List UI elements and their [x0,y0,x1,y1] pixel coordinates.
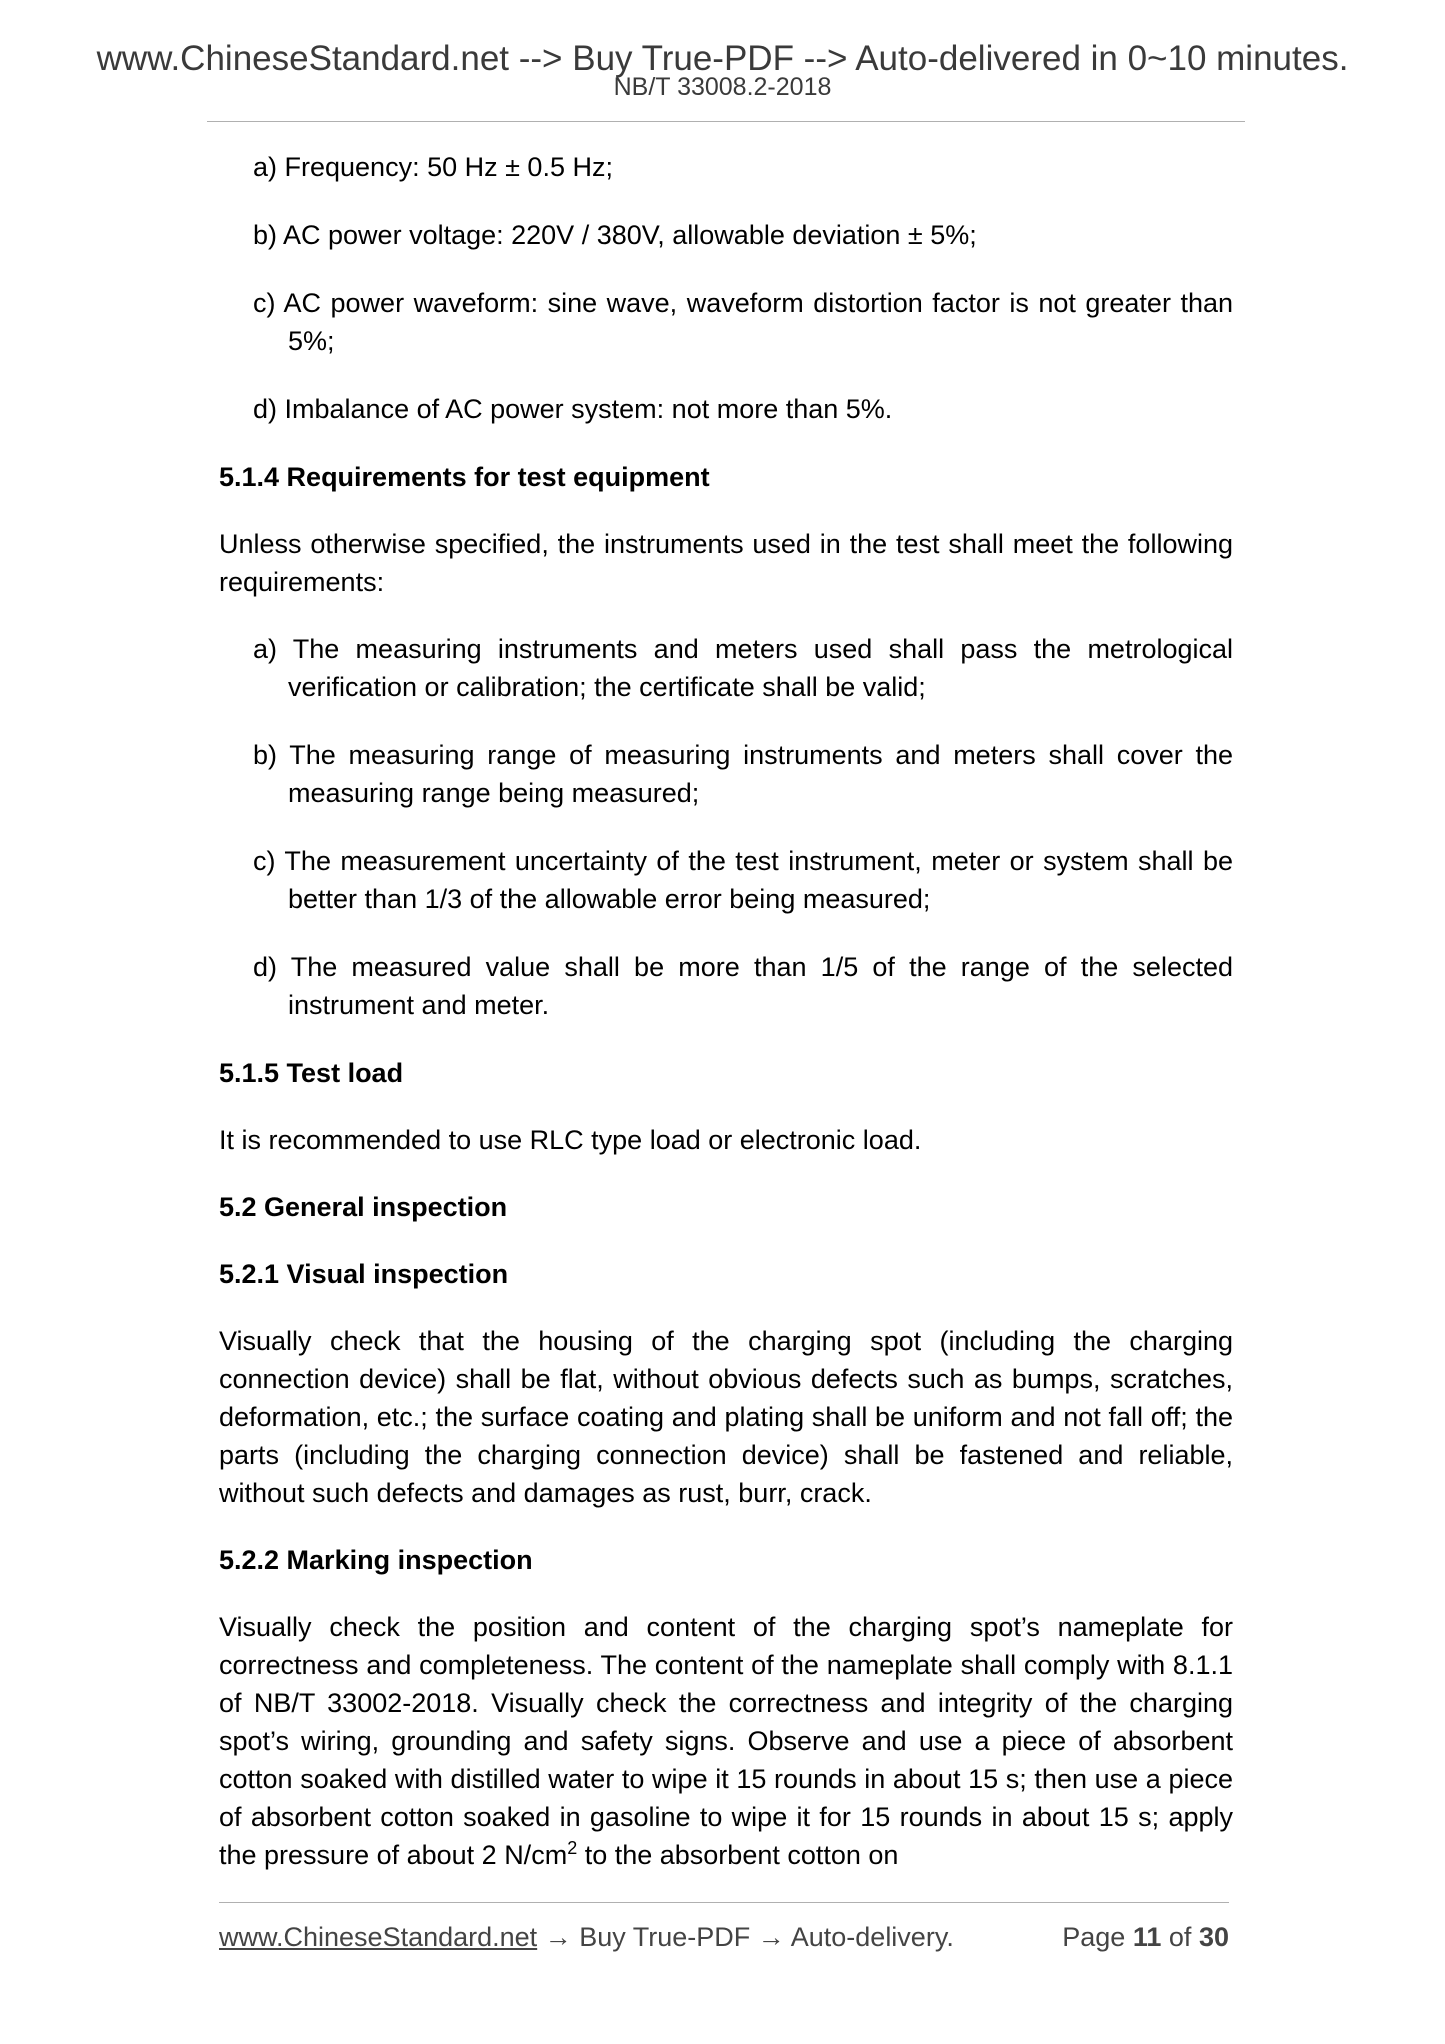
page-indicator [1062,1920,1229,1954]
page-footer [219,1920,1229,1954]
header-banner: www.ChineseStandard.net --> Buy True-PDF --> Auto-delivered in 0~10 minutes. [96,39,1349,78]
list-item: c) The measurement uncertainty of the test instrument, meter or system shall be better than 1/3 of the allowable error being measured; [253,846,1233,914]
document-code: NB/T 33008.2-2018 [613,73,832,101]
list-item: b) AC power voltage: 220V / 380V, allowable deviation ± 5%; [253,220,977,250]
footer-divider [219,1902,1229,1903]
page-label: Page [1062,1922,1126,1952]
superscript: 2 [567,1838,578,1858]
page-number: 11 [1132,1922,1162,1952]
list-item: c) AC power waveform: sine wave, waveform distortion factor is not greater than 5%; [253,288,1233,356]
list-item: d) The measured value shall be more than 1/5 of the range of the selected instrument and meter. [253,952,1233,1020]
paragraph: Unless otherwise specified, the instruments used in the test shall meet the following requirements: [219,529,1233,597]
page-total: 30 [1198,1922,1229,1952]
section-heading-5-2-2: 5.2.2 Marking inspection [219,1545,533,1575]
section-heading-5-1-4: 5.1.4 Requirements for test equipment [219,462,710,492]
footer-text: → Buy True-PDF → Auto-delivery. [537,1922,954,1952]
footer-link[interactable]: www.ChineseStandard.net [219,1922,538,1952]
page-of-label: of [1168,1922,1192,1952]
section-heading-5-2-1: 5.2.1 Visual inspection [219,1259,509,1289]
page-content [219,148,1233,1874]
paragraph: Visually check that the housing of the charging spot (including the charging connection device) shall be flat, without obvious defects such as bumps, scratches, deformation, etc.; the surface coating and plating shall be uniform and not fall off; the parts (including the charging connection device) shall be fastened and reliable, without such defects and damages as rust, burr, crack. [219,1326,1233,1508]
paragraph [219,1608,1233,1874]
paragraph: It is recommended to use RLC type load or electronic load. [219,1125,922,1155]
list-item: b) The measuring range of measuring instruments and meters shall cover the measuring range being measured; [253,740,1233,808]
list-item: d) Imbalance of AC power system: not more than 5%. [253,394,893,424]
section-heading-5-2: 5.2 General inspection [219,1192,508,1222]
header-divider [207,121,1245,122]
paragraph-text: Visually check the position and content of the charging spot’s nameplate for correctness and completeness. The content of the nameplate shall comply with 8.1.1 of NB/T 33002-2018. Visually check the correctness and integrity of the charging spot’s wiring, grounding and safety signs. Observe and use a piece of absorbent cotton soaked with distilled water to wipe it 15 rounds in about 15 s; then use a piece of absorbent cotton soaked in gasoline to wipe it for 15 rounds in about 15 s; apply the pressure of about 2 N/cm [219,1612,1233,1870]
paragraph-text-tail: to the absorbent cotton on [577,1840,899,1870]
section-heading-5-1-5: 5.1.5 Test load [219,1058,404,1088]
list-item: a) The measuring instruments and meters used shall pass the metrological verification or calibration; the certificate shall be valid; [253,634,1233,702]
list-item: a) Frequency: 50 Hz ± 0.5 Hz; [253,152,613,182]
